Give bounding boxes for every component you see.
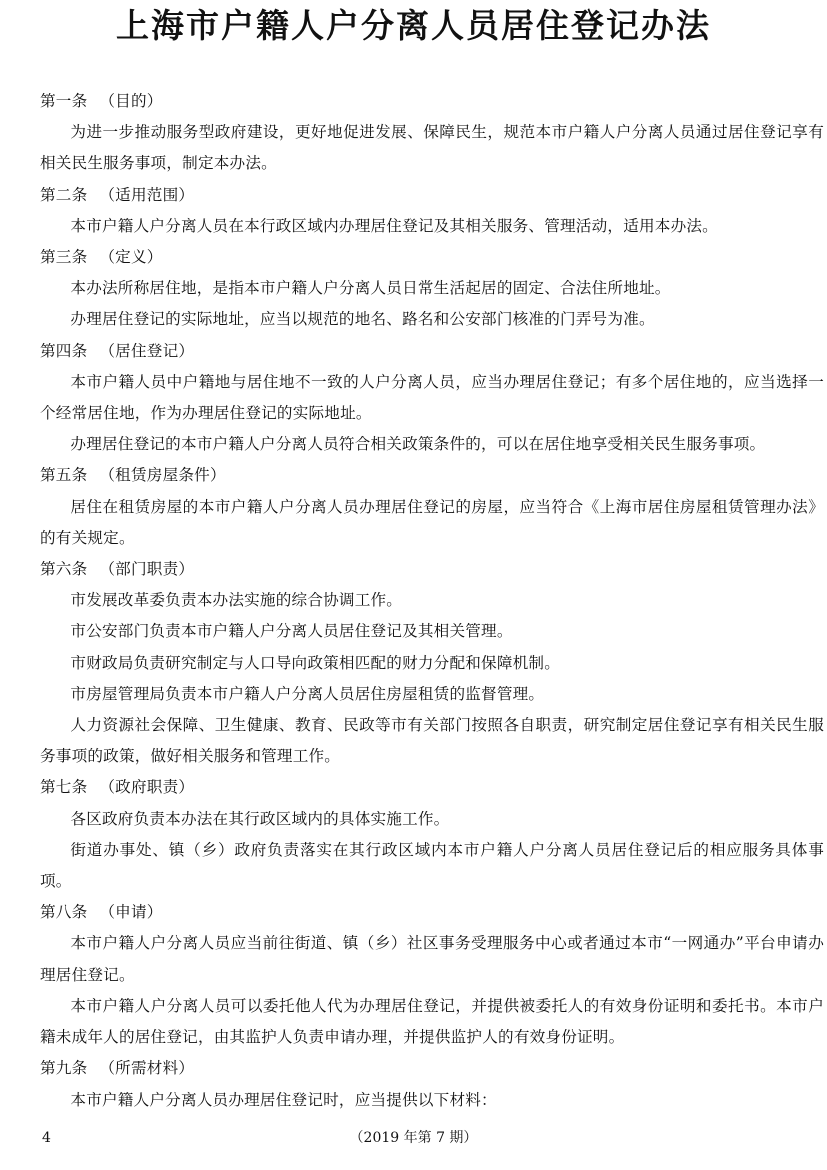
article-topic: （居住登记）	[99, 341, 195, 360]
article-number: 第二条	[40, 185, 88, 204]
article-heading	[40, 897, 824, 928]
article-topic: （租赁房屋条件）	[99, 466, 226, 485]
article-paragraph: 市财政局负责研究制定与人口导向政策相匹配的财力分配和保障机制。	[70, 653, 561, 672]
article-paragraph: 各区政府负责本办法在其行政区域内的具体实施工作。	[70, 809, 450, 828]
article-topic: （申请）	[99, 903, 163, 922]
article-paragraph: 街道办事处、镇（乡）政府负责落实在其行政区域内本市户籍人户分离人员居住登记后的相应服务具体事项。	[40, 840, 824, 891]
article-paragraph: 市发展改革委负责本办法实施的综合协调工作。	[70, 591, 403, 610]
article-paragraph: 本市户籍人户分离人员应当前往街道、镇（乡）社区事务受理服务中心或者通过本市“一网通办”平台申请办理居住登记。	[40, 934, 824, 984]
article-number: 第六条	[40, 560, 88, 579]
article-topic: （部门职责）	[99, 560, 195, 579]
article-heading	[40, 242, 824, 273]
article-topic: （所需材料）	[99, 1059, 195, 1078]
article-number: 第七条	[40, 778, 88, 797]
article-topic: （目的）	[99, 92, 163, 110]
article-paragraph: 办理居住登记的实际地址，应当以规范的地名、路名和公安部门核准的门弄号为准。	[70, 310, 655, 329]
article-number: 第一条	[40, 92, 88, 110]
article-paragraph: 市房屋管理局负责本市户籍人户分离人员居住房屋租赁的监督管理。	[70, 684, 545, 703]
article-heading	[40, 772, 824, 803]
article-heading	[40, 460, 824, 491]
document-title: 上海市户籍人户分离人员居住登记办法	[116, 6, 711, 45]
article-paragraph: 市公安部门负责本市户籍人户分离人员居住登记及其相关管理。	[70, 622, 513, 641]
article-paragraph: 本办法所称居住地，是指本市户籍人户分离人员日常生活起居的固定、合法住所地址。	[70, 279, 671, 298]
article-topic: （适用范围）	[99, 185, 195, 204]
article-number: 第五条	[40, 466, 88, 485]
document-body	[40, 86, 824, 1116]
article-heading	[40, 554, 824, 585]
article-paragraph: 本市户籍人员中户籍地与居住地不一致的人户分离人员，应当办理居住登记；有多个居住地的，应当选择一个经常居住地，作为办理居住登记的实际地址。	[40, 372, 824, 423]
article-paragraph: 本市户籍人户分离人员在本行政区域内办理居住登记及其相关服务、管理活动，适用本办法。	[70, 216, 718, 235]
issue-label: （2019 年第 7 期）	[349, 1130, 478, 1146]
article-heading	[40, 1053, 824, 1084]
article-paragraph: 为进一步推动服务型政府建设，更好地促进发展、保障民生，规范本市户籍人户分离人员通过居住登记享有相关民生服务事项，制定本办法。	[40, 123, 824, 173]
article-heading	[40, 180, 824, 211]
article-number: 第九条	[40, 1059, 88, 1078]
article-paragraph: 人力资源社会保障、卫生健康、教育、民政等市有关部门按照各自职责，研究制定居住登记享有相关民生服务事项的政策，做好相关服务和管理工作。	[40, 716, 824, 766]
page-number: 4	[42, 1130, 51, 1146]
article-paragraph: 办理居住登记的本市户籍人户分离人员符合相关政策条件的，可以在居住地享受相关民生服务事项。	[70, 435, 766, 454]
article-number: 第四条	[40, 341, 88, 360]
article-paragraph: 本市户籍人户分离人员办理居住登记时，应当提供以下材料：	[70, 1090, 497, 1109]
article-heading	[40, 86, 824, 117]
article-heading	[40, 336, 824, 367]
article-paragraph: 居住在租赁房屋的本市户籍人户分离人员办理居住登记的房屋，应当符合《上海市居住房屋租赁管理办法》的有关规定。	[40, 497, 824, 547]
article-topic: （政府职责）	[99, 778, 195, 797]
article-paragraph: 本市户籍人户分离人员可以委托他人代为办理居住登记，并提供被委托人的有效身份证明和委托书。本市户籍未成年人的居住登记，由其监护人负责申请办理，并提供监护人的有效身份证明。	[40, 996, 824, 1047]
article-number: 第三条	[40, 248, 88, 267]
article-topic: （定义）	[99, 248, 163, 267]
article-number: 第八条	[40, 903, 88, 922]
